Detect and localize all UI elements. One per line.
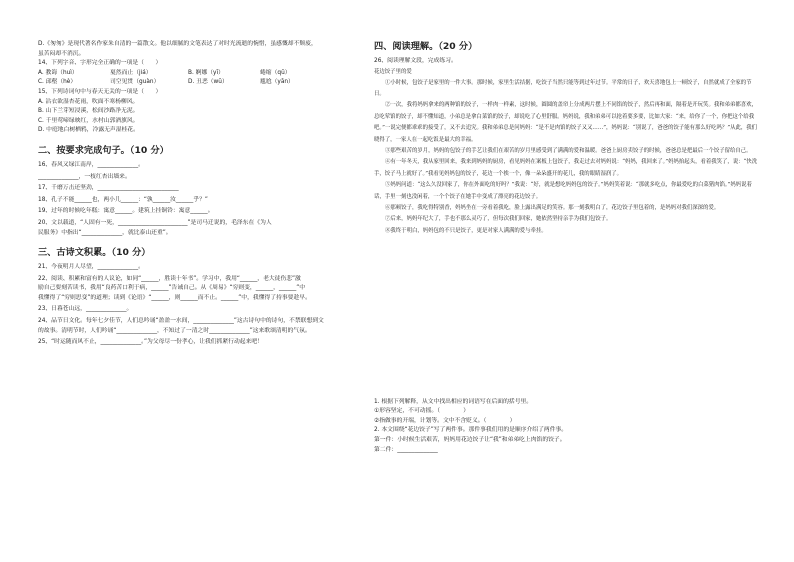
section2-heading: 二、按要求完成句子。（10 分） — [38, 144, 169, 156]
passage-paragraph-5: ⑤妈妈问道：“这么久没回家了，你在外面吃的好吗？”我说：“好，就是想吃妈妈包的饺子。”妈妈笑着说：“那就多吃点，你最爱吃的白菜猪肉馅。”妈妈说着话，手里一刻也没闲着，一个个饺子在她手中变成了漂亮的花边饺子。 — [374, 182, 752, 200]
q14-option-c: C. 邱壑（hè） — [38, 79, 77, 86]
q19-line: 19、过年的时候吃年糕：寓意______。建筑上挂铜铃：寓意______。 — [38, 208, 214, 215]
q14-option-b: B. 婀娜（yī） — [188, 69, 224, 76]
q26-sub2-first: 第一件：小时候生活艰苦，妈妈用花边饺子让“我”和弟弟吃上肉馅的饺子。 — [374, 436, 566, 443]
left-column — [38, 40, 368, 348]
q26-sub1-stem: 1. 根据下列解释，从文中找出相应的词语写在后面的括号里。 — [374, 398, 533, 405]
q26-sub2-second: 第二件：______________ — [374, 446, 438, 453]
q14-option-d: D. 丑恶（wū） — [188, 79, 228, 86]
q14-option-a: A. 教诲（huì） — [38, 69, 78, 76]
q16-line2: ______________，一枝红杏出墙来。 — [38, 173, 131, 180]
q20-line1: 20、文以载道，“人固有一死，________________________”是司马迁说的，毛泽东在《为人 — [38, 219, 272, 226]
right-column — [374, 40, 758, 455]
q14-option-c-word2: 司空见贯（guàn） — [110, 79, 160, 86]
section4-heading: 四、阅读理解。（20 分） — [374, 41, 478, 52]
q26-sub1-item2: ②指做事的开端，计划等。文中不含贬义。（ ） — [374, 417, 516, 424]
q13-option-d-line2: 虽苦闷却不消沉。 — [38, 50, 85, 57]
q26-sub1-item1: ①形容坚定，不可动摇。（ ） — [374, 408, 470, 415]
q22-line1: 22、阅读、积累和富有的人议论，如同“______，胜读十年书”。学习中，我用“______，老大徒伤悲”激 — [38, 275, 301, 282]
passage-body — [374, 78, 758, 396]
passage-paragraph-2: ②一次，我将妈妈拿来的两种馅的饺子，一样肉一样素，这时候，圆圆的盖帘上分成两片摆上不同馅的饺子，然后再和面，隔着是开玩笑。我和弟弟都喜欢，总吃荤馅的饺子，却不懂知道，小弟总是拿白菜馅的饺子，却说吃了心里舒服。妈妈说，我和弟弟可以抢着要多要，比如大家：“来，给你了一个，你把这个给我吧。”一说完便都乖乖的接受了，又不去追究。我和弟弟总是问妈妈：“是不是肉馅的饺子又又……”，妈妈说：“别说了，爸爸的饺子能有那么好吃吗？”从此，我们晓得了，一家人在一起吃饭是最大的幸福。 — [374, 102, 758, 143]
q14-options-row2 — [38, 78, 368, 88]
q14-option-b-word2: 蜷缩（qū） — [260, 69, 291, 76]
passage-paragraph-1: ①小时候，包饺子是家里的一件大事。那时候，家里生活拮据，吃饺子当然只能等到过年过节。平常的日子，欢天喜地包上一顿饺子，自然就成了全家的节日。 — [374, 79, 752, 97]
passage-paragraph-4: ④有一年冬天，我从家里回来，我来到妈妈的厨房，看见妈妈在案板上包饺子，我走过去对妈妈说：“妈妈，我回来了。”妈妈抬起头，看着我笑了，说：“快洗手，饺子马上就好了。”我看见妈妈包的饺子，花边一个挨一个，像一朵朵盛开的花儿，我的眼睛湿润了。 — [374, 159, 758, 177]
q15-stem: 15、下列诗词句中与春天无关的一项是（ ） — [38, 88, 162, 95]
q22-line2: 励自己要刻苦读书，我用“良药苦口利于病，______”告诫自己。从《周易》“穷则变，______，______”中 — [38, 285, 306, 292]
q14-stem: 14、下列字音、字形完全正确的一项是（ ） — [38, 60, 162, 67]
passage-paragraph-8: ⑧我终于明白，妈妈包的不只是饺子，更是对家人满满的爱与牵挂。 — [385, 227, 547, 234]
q16-line1: 16、春风又绿江南岸，______________。 — [38, 161, 144, 168]
q22-line3: 我懂得了“穷则思变”的道理；读到《论语》“______，则______而不止。______”中，我懂得了持事要趁早。 — [38, 294, 311, 301]
q13-option-d-line1: D.《匆匆》是现代著名作家朱自清的一篇散文。他以细腻的文笔表达了对时光流逝的惋惜，虽感慨却不颓废， — [38, 41, 317, 47]
q14-option-d-word2: 尴尬（yān） — [260, 79, 294, 86]
q15-option-c: C. 千里莺啼绿映红，水村山郭酒旗风。 — [38, 117, 139, 124]
q23-line: 23、日暮苍山远，______________。 — [38, 306, 133, 313]
q15-option-d: D. 中庭地白树栖鸦，冷露无声湿桂花。 — [38, 127, 139, 134]
q20-line2: 民服务》中指出“______________，就比泰山还重”。 — [38, 229, 172, 236]
q24-line1: 24、品节日文化。每年七夕佳节，人们总吟诵“盈盈一水间，______________”这古诗句中的诗句，不禁联想到文 — [38, 318, 324, 325]
q26-sub2-stem: 2. 本文围绕“花边饺子”写了两件事。那件事我们用的是顺序介绍了两件事。 — [374, 427, 568, 434]
q15-option-b: B. 山下兰芽短浸溪，松间沙路净无泥。 — [38, 108, 139, 115]
q14-option-a-word2: 戛然而止（jiá） — [110, 69, 152, 76]
q21-line: 21、今夜明月人尽望，______________。 — [38, 264, 144, 271]
passage-paragraph-7: ⑦后来，妈妈年纪大了，手也不那么灵巧了，但每次我们回家，她依然坚持亲手为我们包饺子。 — [385, 216, 612, 223]
q26-stem: 26、阅读理解文段，完成练习。 — [374, 58, 457, 64]
q15-option-a: A. 沾衣欲湿杏花雨，吹面不寒杨柳风。 — [38, 98, 139, 105]
passage-title: 花边饺子里的爱 — [374, 68, 412, 75]
section3-heading: 三、古诗文积累。（10 分） — [38, 247, 151, 259]
q18-line: 18、孔子不能______也，两小儿______：“孰______汝______乎？” — [38, 196, 208, 203]
q25-line: 25、“时运随而风不止，______________。”为父母尽一份孝心，让我们抓紧行动起来吧！ — [38, 339, 263, 346]
q14-options-row1 — [38, 69, 368, 79]
passage-paragraph-6: ⑥那顿饺子，我吃得特别香，妈妈坐在一旁看着我吃，脸上露出满足的笑容。那一刻我明白了，花边饺子里包着的，是妈妈对我们深深的爱。 — [385, 205, 720, 212]
q17-line: 17、千磨万击还坚劲，____________________________ — [38, 185, 179, 192]
passage-paragraph-3: ③那些艰苦的岁月，妈妈的包饺子的手艺让我们在艰苦的岁月里感受到了满满的爱和温暖。爸爸上厨房卖饺子的时候，爸爸总是把最后一个饺子留给自己。 — [385, 148, 752, 155]
q24-line2: 的故事。清明节时，人们吟诵“______________，不知过了一清之时______________”这来歌颂清明的气氛。 — [38, 327, 311, 334]
